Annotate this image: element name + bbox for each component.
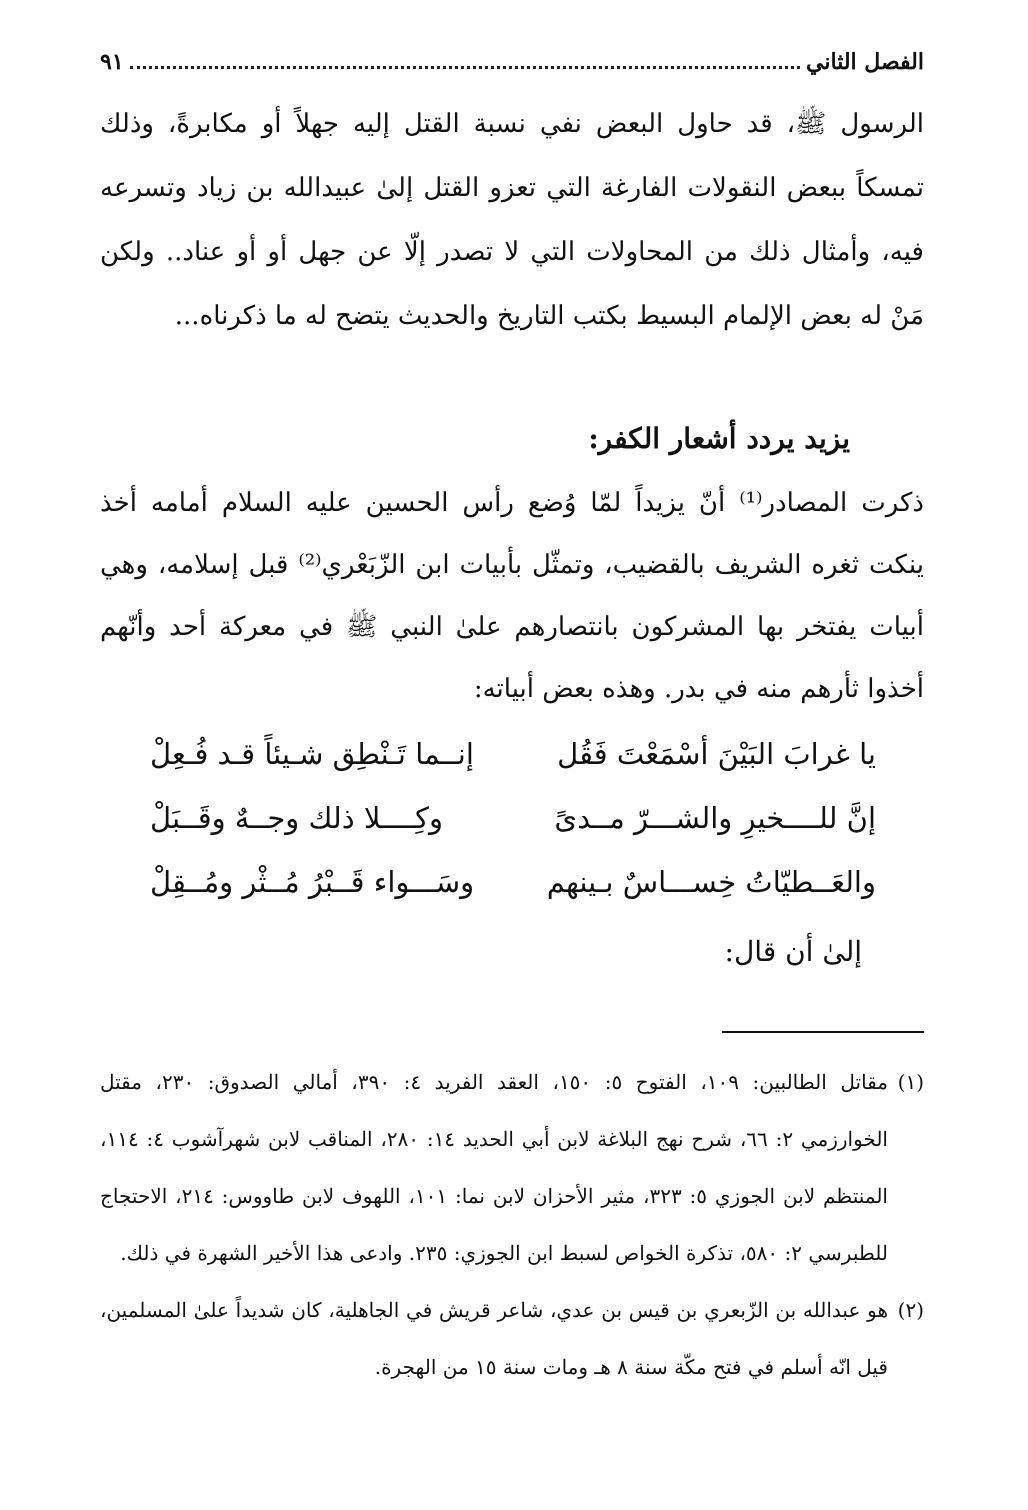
paragraph-text: الرسول ﷺ، قد حاول البعض نفي نسبة القتل إليه جهلاً أو مكابرةً، وذلك تمسكاً ببعض النقولات الفارغة التي تعزو القتل إلىٰ عبيدالله بن زياد وتسرعه فيه، وأمثال ذلك من المحاولات التي لا تصدر إلّا عن جهل أو أو عناد.. ولكن مَنْ له بعض الإلمام البسيط بكتب التاريخ والحديث يتضح له ما ذكرناه... [100, 109, 924, 331]
poem-continuation: إلىٰ أن قال: [724, 935, 862, 968]
verse-line [150, 722, 876, 786]
chapter-title: الفصل الثاني [806, 49, 924, 75]
running-header [100, 40, 924, 84]
footnote [100, 1054, 924, 1282]
verse-first-hemistich: والعَــطيّاتُ خِســـاسٌ بـينهم [546, 865, 876, 899]
verse-first-hemistich: يا غرابَ البَيْنَ أسْمَعْتَ فَقُل [557, 737, 876, 771]
verse-second-hemistich: وكِــــلا ذلك وجــهٌ وقَــبَلْ [150, 801, 443, 835]
verse-second-hemistich: إنــما تَـنْطِق شـيئاً قـد فُـعِلْ [150, 737, 474, 771]
section-heading: يزيد يردد أشعار الكفر: [588, 422, 850, 455]
verse-line [150, 786, 876, 850]
section-paragraph [100, 472, 924, 720]
dot-leader [130, 66, 800, 69]
page-number: ٩١ [100, 49, 124, 75]
poem-verses [150, 722, 876, 914]
footnote-text: مقاتل الطالبين: ١٠٩، الفتوح ٥: ١٥٠، العقد الفريد ٤: ٣٩٠، أمالي الصدوق: ٢٣٠، مقتل الخوارزمي ٢: ٦٦، شرح نهج البلاغة لابن أبي الحديد ١٤: ٢٨٠، المناقب لابن شهرآشوب ٤: ١١٤، المنتظم لابن الجوزي ٥: ٣٢٣، مثير الأحزان لابن نما: ١٠١، اللهوف لابن طاووس: ٢١٤، الاحتجاج للطبرسي ٢: ٥٨٠، تذكرة الخواص لسبط ابن الجوزي: ٢٣٥. وادعى هذا الأخير الشهرة في ذلك. [100, 1070, 888, 1265]
opening-paragraph [100, 92, 924, 348]
footnote-text: هو عبدالله بن الزّبعري بن قيس بن عدي، شاعر قريش في الجاهلية، كان شديداً علىٰ المسلمين، قيل انّه أسلم في فتح مكّة سنة ٨ هـ ومات سنة ١٥ من الهجرة. [100, 1298, 888, 1379]
footnote-number: (١) [897, 1070, 924, 1094]
footnotes [100, 1054, 924, 1396]
verse-first-hemistich: إنَّ للــــخيرِ والشـــرّ مــدىً [554, 801, 876, 835]
footnote-number: (٢) [897, 1298, 924, 1322]
footnote [100, 1282, 924, 1396]
verse-second-hemistich: وسَـــواء قَــبْرُ مُــثْر ومُــقِلْ [150, 865, 475, 899]
paragraph-text: ذكرت المصادر⁽¹⁾ أنّ يزيداً لمّا وُضع رأس الحسين عليه السلام أمامه أخذ ينكت ثغره الشريف بالقضيب، وتمثّل بأبيات ابن الزّبَعْري⁽²⁾ قبل إسلامه، وهي أبيات يفتخر بها المشركون بانتصارهم علىٰ النبي ﷺ في معركة أحد وأنّهم أخذوا ثأرهم منه في بدر. وهذه بعض أبياته: [100, 488, 924, 704]
verse-line [150, 850, 876, 914]
footnote-separator [722, 1031, 924, 1033]
